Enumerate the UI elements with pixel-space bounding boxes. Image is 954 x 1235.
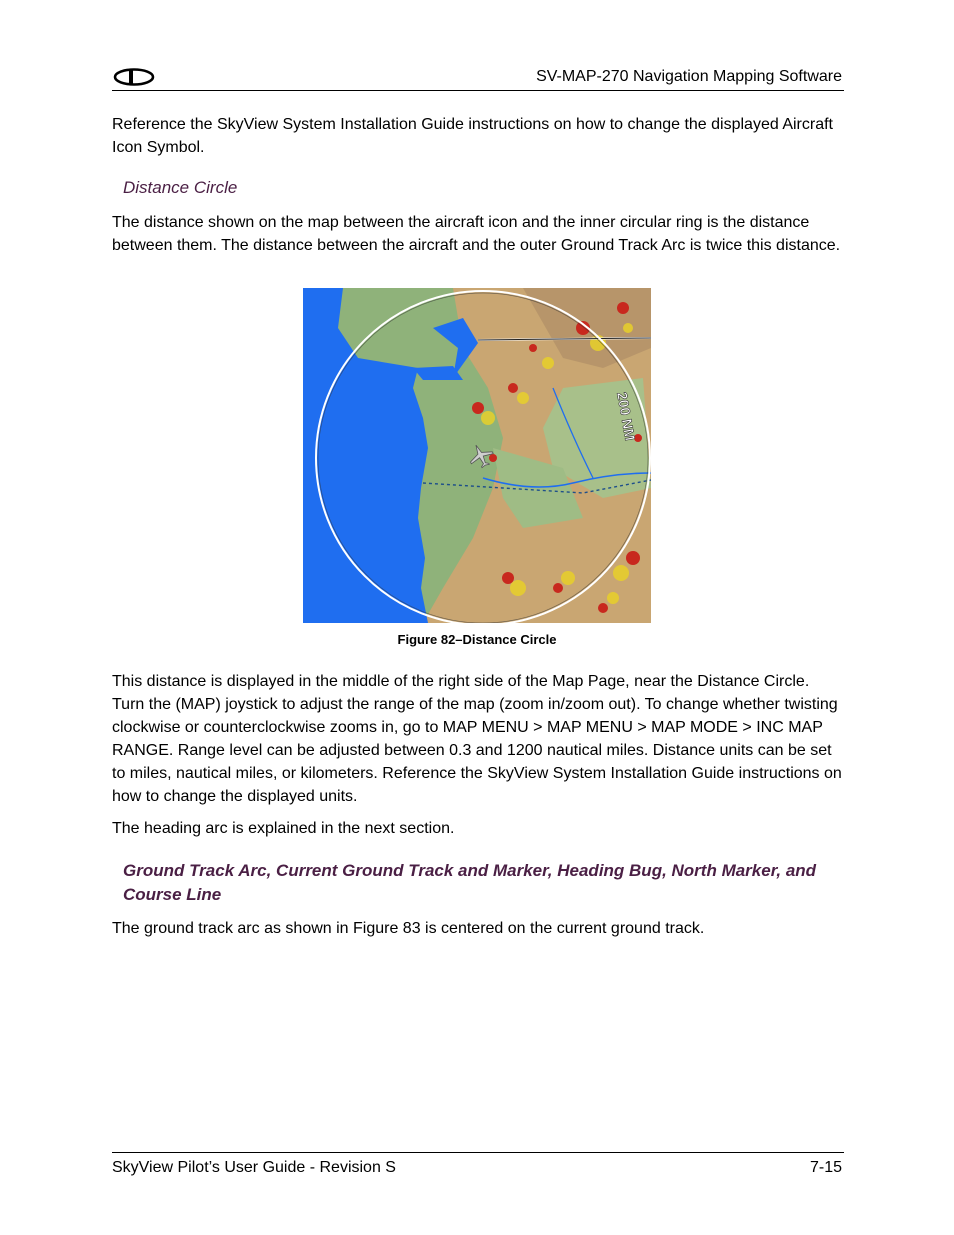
intro-paragraph: Reference the SkyView System Installation Guide instructions on how to change the displayed Aircraft Icon Symbol. <box>112 116 833 156</box>
section-heading-ground-track-arc: Ground Track Arc, Current Ground Track and Marker, Heading Bug, North Marker, and Course Line <box>123 861 817 904</box>
page-number: 7-15 <box>809 1159 842 1176</box>
dynon-logo-icon <box>112 68 156 86</box>
page-footer <box>112 1152 844 1183</box>
section-heading-distance-circle: Distance Circle <box>123 178 238 197</box>
ground-track-paragraph: The ground track arc as shown in Figure 83 is centered on the current ground track. <box>112 920 705 937</box>
page-header <box>112 64 844 91</box>
map-image <box>303 288 651 623</box>
footer-guide-title: SkyView Pilot’s User Guide - Revision S <box>112 1159 396 1176</box>
range-label: 200 NM <box>614 390 639 442</box>
figure-caption: Figure 82–Distance Circle <box>397 632 557 647</box>
distance-circle-paragraph: The distance shown on the map between the aircraft icon and the inner circular ring is the distance between them. The distance between the aircraft and the outer Ground Track Arc is twice this distance. <box>112 214 841 254</box>
heading-arc-paragraph: The heading arc is explained in the next section. <box>112 820 455 837</box>
document-title: SV-MAP-270 Navigation Mapping Software <box>536 68 842 85</box>
distance-circle-map-figure <box>303 288 651 623</box>
range-paragraph: This distance is displayed in the middle of the right side of the Map Page, near the Distance Circle. Turn the (MAP) joystick to adjust the range of the map (zoom in/zoom out). To change whether twisting clockwise or counterclockwise zooms in, go to MAP MENU > MAP MENU > MAP MODE > INC MAP RANGE. Range level can be adjusted between 0.3 and 1200 nautical miles. Distance units can be set to miles, nautical miles, or kilometers. Reference the SkyView System Installation Guide instructions on how to change the displayed units. <box>112 673 842 805</box>
